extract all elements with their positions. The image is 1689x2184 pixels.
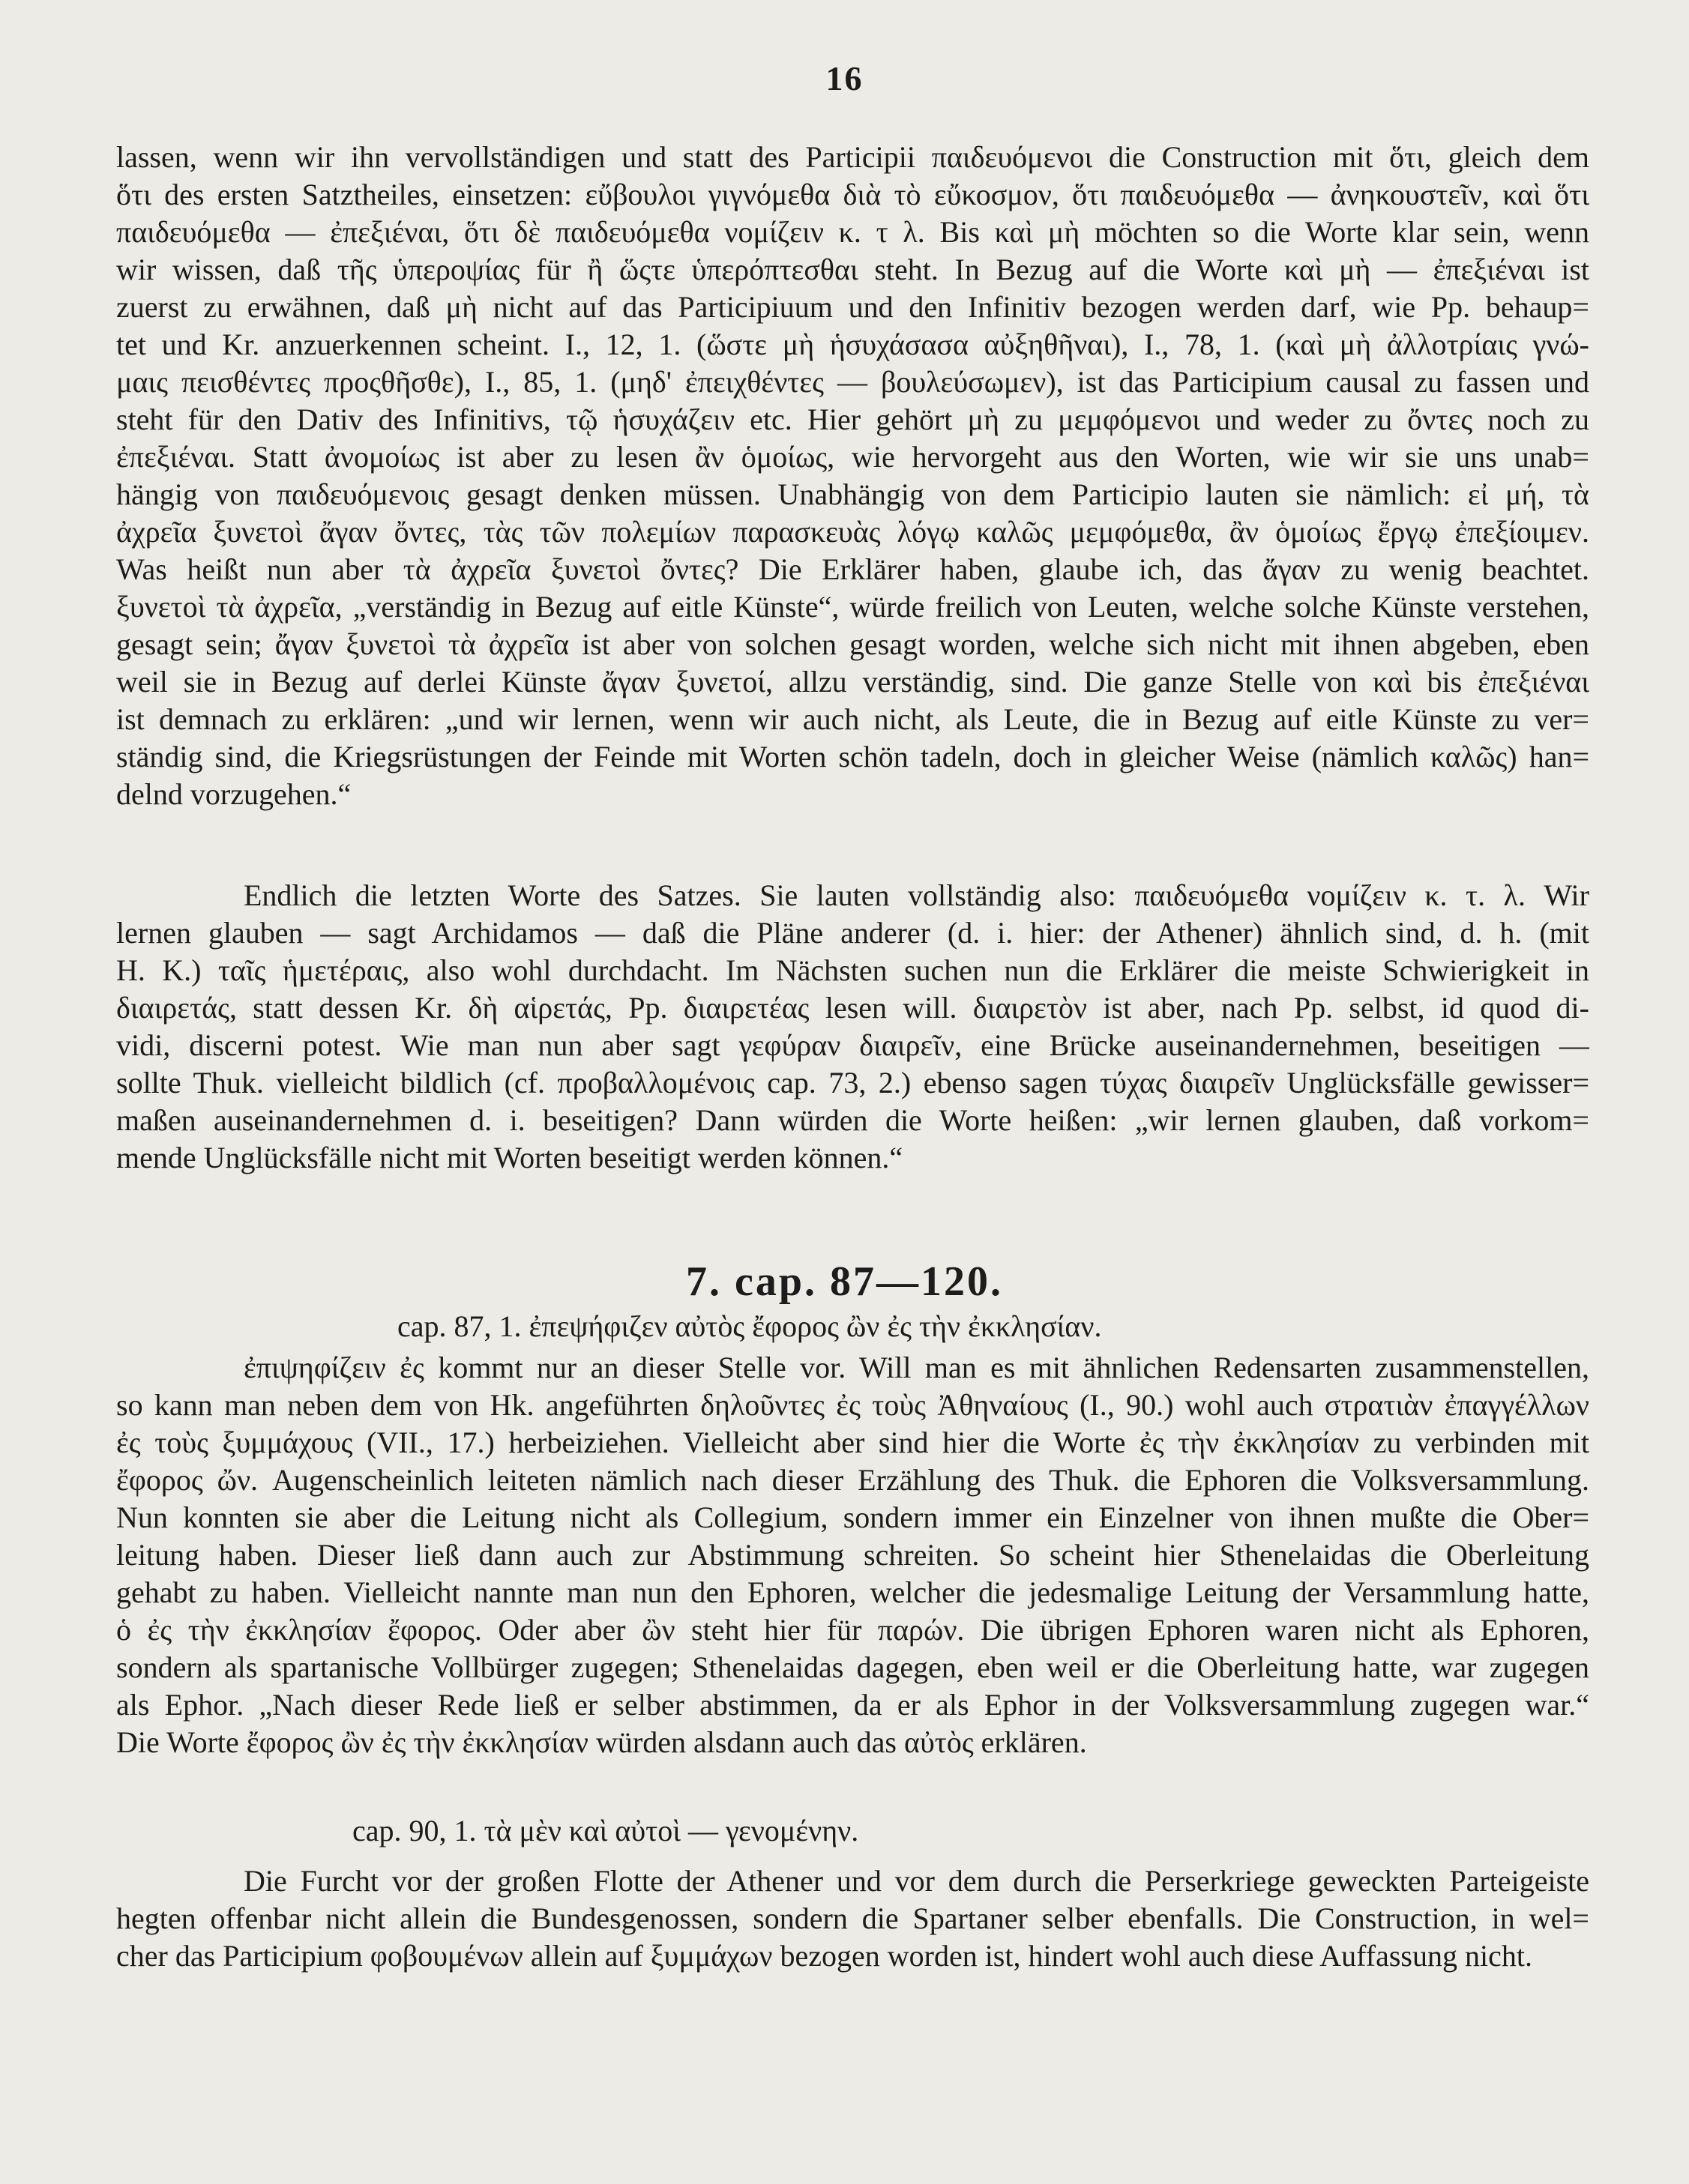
page-number: 16 [825, 59, 864, 97]
text-line: vidi, discerni potest. Wie man nun aber sagt γεφύραν διαιρεῖν, eine Brücke auseinandernehmen, beseitigen — [116, 1028, 1589, 1062]
subheading-text: cap. 87, 1. ἐπεψήφιζεν αὐτὸς ἔφορος ὢν ἐς τὴν ἐκκλησίαν. [397, 1309, 1102, 1343]
text-line: ἐπεξιέναι. Statt ἀνομοίως ist aber zu lesen ἂν ὁμοίως, wie hervorgeht aus den Worten, wie wir sie uns unab= [116, 440, 1589, 474]
text-line: lernen glauben — sagt Archidamos — daß die Pläne anderer (d. i. hier: der Athener) ähnlich sind, d. h. (mit [116, 916, 1589, 950]
paragraph-cap-90 [116, 1862, 1589, 1975]
text-line: ἀχρεῖα ξυνετοὶ ἄγαν ὄντες, τὰς τῶν πολεμίων παρασκευὰς λόγῳ καλῶς μεμφόμεθα, ἂν ὁμοίως ἔργῳ ἐπεξίοιμεν. [116, 515, 1589, 549]
paragraph-cap-87 [116, 1349, 1589, 1761]
paragraph-last-words [116, 877, 1589, 1177]
text-line: hängig von παιδευόμενοις gesagt denken müssen. Unabhängig von dem Participio lauten sie nämlich: εἰ μή, τὰ [116, 477, 1589, 511]
text-line: διαιρετάς, statt dessen Kr. δὴ αἱρετάς, Pp. διαιρετέας lesen will. διαιρετὸν ist aber, nach Pp. selbst, id quod di- [116, 991, 1589, 1025]
text-line: als Ephor. „Nach dieser Rede ließ er selber abstimmen, da er als Ephor in der Volksversammlung zugegen war.“ [116, 1688, 1589, 1722]
subheading-cap-90 [352, 1812, 1477, 1850]
text-line: wir wissen, daß τῆς ὑπεροψίας für ἢ ὥςτε ὑπερόπτεσθαι steht. In Bezug auf die Worte καὶ μὴ — ἐπεξιέναι ist [116, 253, 1589, 286]
text-line: cher das Participium φοβουμένων allein auf ξυμμάχων bezogen worden ist, hindert wohl auch diese Auffassung nicht. [116, 1939, 1532, 1973]
text-line: ständig sind, die Kriegsrüstungen der Feinde mit Worten schön tadeln, doch in gleicher Weise (nämlich καλῶς) han= [116, 740, 1589, 773]
text-line: παιδευόμεθα — ἐπεξιέναι, ὅτι δὲ παιδευόμεθα νομίζειν κ. τ λ. Bis καὶ μὴ möchten so die Worte klar sein, wenn [116, 215, 1589, 249]
text-line: gesagt sein; ἄγαν ξυνετοὶ τὰ ἀχρεῖα ist aber von solchen gesagt worden, welche sich nicht mit ihnen abgeben, eben [116, 627, 1589, 661]
text-line: ἔφορος ὤν. Augenscheinlich leiteten nämlich nach dieser Erzählung des Thuk. die Ephoren die Volksversammlung. [116, 1463, 1589, 1497]
text-line: μαις πεισθέντες προςθῆσθε), I., 85, 1. (μηδ' ἐπειχθέντες — βουλεύσωμεν), ist das Participium causal zu fassen und [116, 365, 1589, 399]
text-line: ὁ ἐς τὴν ἐκκλησίαν ἔφορος. Oder aber ὢν steht hier für παρών. Die übrigen Ephoren waren nicht als Ephoren, [116, 1613, 1589, 1647]
text-line: maßen auseinandernehmen d. i. beseitigen? Dann würden die Worte heißen: „wir lernen glauben, daß vorkom= [116, 1103, 1589, 1137]
text-line: ἐπιψηφίζειν ἐς kommt nur an dieser Stelle vor. Will man es mit ähnlichen Redensarten zusammenstellen, [244, 1351, 1589, 1384]
text-line: H. K.) ταῖς ἡμετέραις, also wohl durchdacht. Im Nächsten suchen nun die Erklärer die meiste Schwierigkeit in [116, 953, 1589, 987]
text-line: delnd vorzugehen.“ [116, 777, 352, 811]
section-heading: 7. cap. 87—120. [686, 1258, 1003, 1305]
text-line: tet und Kr. anzuerkennen scheint. I., 12, 1. (ὥστε μὴ ἡσυχάσασα αὐξηθῆναι), I., 78, 1. (καὶ μὴ ἀλλοτρίαις γνώ- [116, 328, 1589, 361]
text-line: leitung haben. Dieser ließ dann auch zur Abstimmung schreiten. So scheint hier Sthenelaidas die Oberleitung [116, 1538, 1589, 1572]
text-line: hegten offenbar nicht allein die Bundesgenossen, sondern die Spartaner selber ebenfalls. Die Construction, in wel= [116, 1901, 1589, 1935]
paragraph-participle-construction [116, 139, 1589, 813]
text-line: Nun konnten sie aber die Leitung nicht als Collegium, sondern immer ein Einzelner von ihnen mußte die Ober= [116, 1500, 1589, 1534]
text-line: Die Worte ἔφορος ὢν ἐς τὴν ἐκκλησίαν würden alsdann auch das αὐτὸς erklären. [116, 1725, 1087, 1759]
subheading-cap-87 [397, 1308, 1522, 1345]
text-line: Endlich die letzten Worte des Satzes. Sie lauten vollständig also: παιδευόμεθα νομίζειν κ. τ. λ. Wir [244, 878, 1589, 912]
text-line: zuerst zu erwähnen, daß μὴ nicht auf das Participiuum und den Infinitiv bezogen werden darf, wie Pp. behaup= [116, 290, 1589, 324]
text-line: Was heißt nun aber τὰ ἀχρεῖα ξυνετοὶ ὄντες? Die Erklärer haben, glaube ich, das ἄγαν zu wenig beachtet. [116, 552, 1589, 586]
text-line: mende Unglücksfälle nicht mit Worten beseitigt werden können.“ [116, 1141, 903, 1174]
text-line: sollte Thuk. vielleicht bildlich (cf. προβαλλομένοις cap. 73, 2.) ebenso sagen τύχας διαιρεῖν Unglücksfälle gewisser= [116, 1066, 1589, 1099]
text-line: weil sie in Bezug auf derlei Künste ἄγαν ξυνετοί, allzu verständig, sind. Die ganze Stelle von καὶ bis ἐπεξιέναι [116, 665, 1589, 699]
text-line: ὅτι des ersten Satztheiles, einsetzen: εὔβουλοι γιγνόμεθα διὰ τὸ εὔκοσμον, ὅτι παιδευόμεθα — ἀνηκουστεῖν, καὶ ὅτι [116, 178, 1589, 211]
text-line: sondern als spartanische Vollbürger zugegen; Sthenelaidas dagegen, eben weil er die Oberleitung hatte, war zugegen [116, 1650, 1589, 1684]
text-line: Die Furcht vor der großen Flotte der Athener und vor dem durch die Perserkriege geweckten Parteigeiste [244, 1864, 1589, 1898]
text-line: lassen, wenn wir ihn vervollständigen und statt des Participii παιδευόμενοι die Construction mit ὅτι, gleich dem [116, 140, 1589, 174]
text-line: so kann man neben dem von Hk. angeführten δηλοῦντες ἐς τοὺς Ἀθηναίους (I., 90.) wohl auch στρατιὰν ἐπαγγέλλων [116, 1388, 1589, 1422]
text-line: steht für den Dativ des Infinitivs, τῷ ἡσυχάζειν etc. Hier gehört μὴ zu μεμφόμενοι und weder zu ὄντες noch zu [116, 402, 1589, 436]
text-line: ξυνετοὶ τὰ ἀχρεῖα, „verständig in Bezug auf eitle Künste“, würde freilich von Leuten, welche solche Künste verstehen, [116, 590, 1589, 624]
text-line: gehabt zu haben. Vielleicht nannte man nun den Ephoren, welcher die jedesmalige Leitung der Versammlung hatte, [116, 1575, 1589, 1609]
text-line: ἐς τοὺς ξυμμάχους (VII., 17.) herbeiziehen. Vielleicht aber sind hier die Worte ἐς τὴν ἐκκλησίαν zu verbinden mit [116, 1426, 1589, 1459]
text-line: ist demnach zu erklären: „und wir lernen, wenn wir auch nicht, als Leute, die in Bezug auf eitle Künste zu ver= [116, 702, 1589, 736]
subheading-text: cap. 90, 1. τὰ μὲν καὶ αὐτοὶ — γενομένην. [352, 1814, 859, 1847]
